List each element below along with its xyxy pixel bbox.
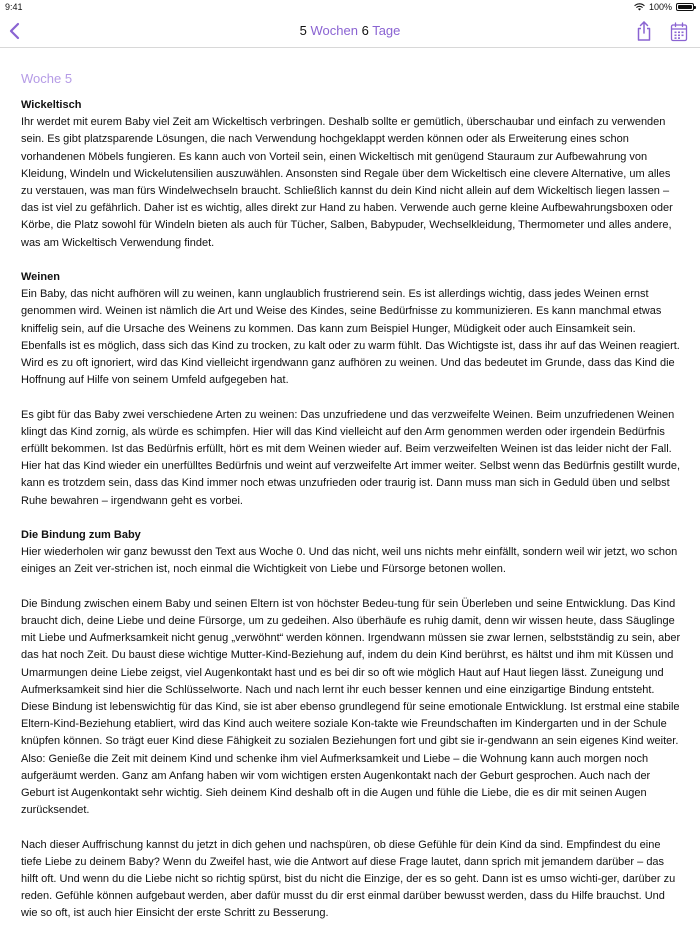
nav-title — [0, 23, 700, 38]
paragraph-bindung-3: Nach dieser Auffrischung kannst du jetzt in dich gehen und nachspüren, ob diese Gefühle für dein Kind da sind. Empfindest du eine tiefe Liebe zu deinem Baby? Wenn du Zweifel hast, wie die Antwort auf diese Frage lautet, dann sprich mit jemandem darüber – das hilft oft. Und wenn du die Liebe nicht so richtig spürst, bist du nicht die Einzige, der es so geht. Dann ist es umso wichti-ger, darüber zu reden. Gefühle können aufgebaut werden, aber dafür musst du dir erst einmal darüber bewusst werden, dass du Hilfe brauchst. Und wie so oft, ist auch hier Einsicht der erste Schritt zu Besserung. — [21, 838, 676, 920]
calendar-icon[interactable] — [670, 22, 688, 42]
section-title-weinen: Weinen — [21, 271, 60, 284]
paragraph-wickeltisch-1: Ihr werdet mit eurem Baby viel Zeit am Wickeltisch verbringen. Deshalb sollte er gemütlich, überschaubar und einfach zu verwenden sein. Es gibt platzsparende Lösungen, die nach Verwendung hochgeklappt werden können oder als Erweiterung eines schon vorhandenen Möbels fungieren. Es kann auch von Vorteil sein, einen Wickeltisch mit genügend Stauraum zur Aufbewahrung von Kleidung, Windeln und Wickelutensilien auszuwählen. Ansonsten sind Regale über dem Wickeltisch eine clevere Alternative, um alles zu verstauen, was man fürs Windelwechseln braucht. Schließlich kannst du dein Kind nicht allein auf dem Wickeltisch liegen lassen – das ist viel zu gefährlich. Daher ist es wichtig, alles direkt zur Hand zu haben. Verwende auch gerne kleine Aufbewahrungsboxen oder Körbe, die Platz sowohl für Windeln bieten als auch für Tücher, Salben, Babypuder, Wechselkleidung, Thermometer und alles andere, was am Wickeltisch Verwendung findet. — [21, 116, 673, 249]
paragraph-weinen-2: Es gibt für das Baby zwei verschiedene Arten zu weinen: Das unzufriedene und das verzweifelte Weinen. Beim unzufriedenen Weinen klingt das Kind zornig, als würde es schimpfen. Hier will das Kind vielleicht auf den Arm genommen werden oder irgendein Bedürfnis erfüllt bekommen. Ist das Bedürfnis erfüllt, hört es mit dem Weinen wieder auf. Beim verzweifelten Weinen ist das leider nicht der Fall. Hier hat das Kind wieder ein unerfülltes Bedürfnis und weint auf verzweifelte Art immer weiter. Selbst wenn das Bedürfnis gestillt wurde, kann es trotzdem sein, dass das Kind immer noch etwas unzufrieden oder traurig ist. Dann muss man sich in Geduld üben und selbst Ruhe bewahren – irgendwann geht es vorbei. — [21, 408, 681, 507]
status-time: 9:41 — [5, 2, 23, 12]
days-number: 6 — [361, 23, 369, 38]
paragraph-weinen-1: Ein Baby, das nicht aufhören will zu weinen, kann unglaublich frustrierend sein. Es ist allerdings wichtig, dass jedes Weinen ernst genommen wird. Weinen ist nämlich die Art und Weise des Kindes, seine Bedürfnisse zu kommunizieren. Es kann manchmal etwas kniffelig sein, auf die Ursache des Weinens zu kommen. Das kann zum Beispiel Hunger, Müdigkeit oder auch Einsamkeit sein. Ebenfalls ist es möglich, dass sich das Kind zu trocken, zu kalt oder zu warm fühlt. Das Wichtigste ist, dass ihr auf das Weinen reagiert. Wird es zu oft ignoriert, wird das Kind vielleicht irgendwann ganz aufhören zu weinen. Und das bedeutet im Grunde, dass das Kind die Hoffnung auf Hilfe von seinem Umfeld aufgegeben hat. — [21, 288, 680, 387]
days-label: Tage — [372, 23, 401, 38]
battery-fill — [678, 5, 692, 9]
paragraph-bindung-2: Die Bindung zwischen einem Baby und seinen Eltern ist von höchster Bedeu-tung für sein Überleben und seine Entwicklung. Das Kind braucht dich, deine Liebe und deine Fürsorge, um zu gedeihen. Also überhäufe es ruhig damit, denn wir wissen heute, dass Säuglinge mit Liebe und Aufmerksamkeit nicht genug „verwöhnt“ werden können. Irgendwann müssen sie zwar lernen, selbstständig zu sein, aber das hat noch Zeit. Du baust diese wichtige Mutter-Kind-Beziehung auf, indem du dein Kind berührst, es hältst und ihm mit Küssen und Umarmungen deine Liebe zeigst, viel Augenkontakt hast und es bei dir so oft wie möglich Haut auf Haut liegen lässt. Zuneigung und Aufmerksamkeit sind hier die Schlüsselworte. Nach und nach lernt ihr euch besser kennen und eine einzigartige Bindung entsteht. Diese Bindung ist lebenswichtig für das Kind, sie ist aber ebenso grundlegend für seine emotionale Entwicklung. Ist erstmal eine stabile Eltern-Kind-Beziehung etabliert, wird das Kind auch weitere soziale Kon-takte wie Freundschaften im Kindergarten und in der Schule knüpfen können. So trägt euer Kind diese Fähigkeit zu sozialen Beziehungen fort und gibt sie ir-gendwann an sein eigenes Kind weiter. Also: Genieße die Zeit mit deinem Kind und schenke ihm viel Aufmerksamkeit und Liebe – die Wohnung kann auch morgen noch aufgeräumt werden. Ganz am Anfang haben wir vom wichtigen ersten Augenkontakt nach der Geburt gesprochen. Auch nach der Geburt ist Augenkontakt sehr wichtig. Sieh deinem Kind deshalb oft in die Augen und fühle die Liebe, die es dir mit seinen Augen zurücksendet. — [21, 597, 681, 817]
week-heading: Woche 5 — [21, 71, 73, 86]
weeks-number: 5 — [299, 23, 307, 38]
wifi-icon — [634, 3, 645, 11]
battery-percent: 100% — [648, 2, 672, 12]
section-title-wickeltisch: Wickeltisch — [21, 99, 82, 111]
status-right — [634, 2, 694, 12]
article-content — [21, 70, 681, 940]
share-icon[interactable] — [634, 20, 654, 42]
section-title-bindung: Die Bindung zum Baby — [21, 529, 141, 542]
status-bar — [0, 0, 700, 14]
nav-bar — [0, 14, 700, 48]
weeks-label: Wochen — [310, 23, 358, 38]
battery-icon — [676, 3, 694, 11]
paragraph-bindung-1: Hier wiederholen wir ganz bewusst den Text aus Woche 0. Und das nicht, weil uns nichts mehr einfällt, sondern weil wir jetzt, wo schon einiges an Zeit ver-strichen ist, noch einmal die Wichtigkeit von Liebe und Fürsorge betonen wollen. — [21, 546, 678, 576]
